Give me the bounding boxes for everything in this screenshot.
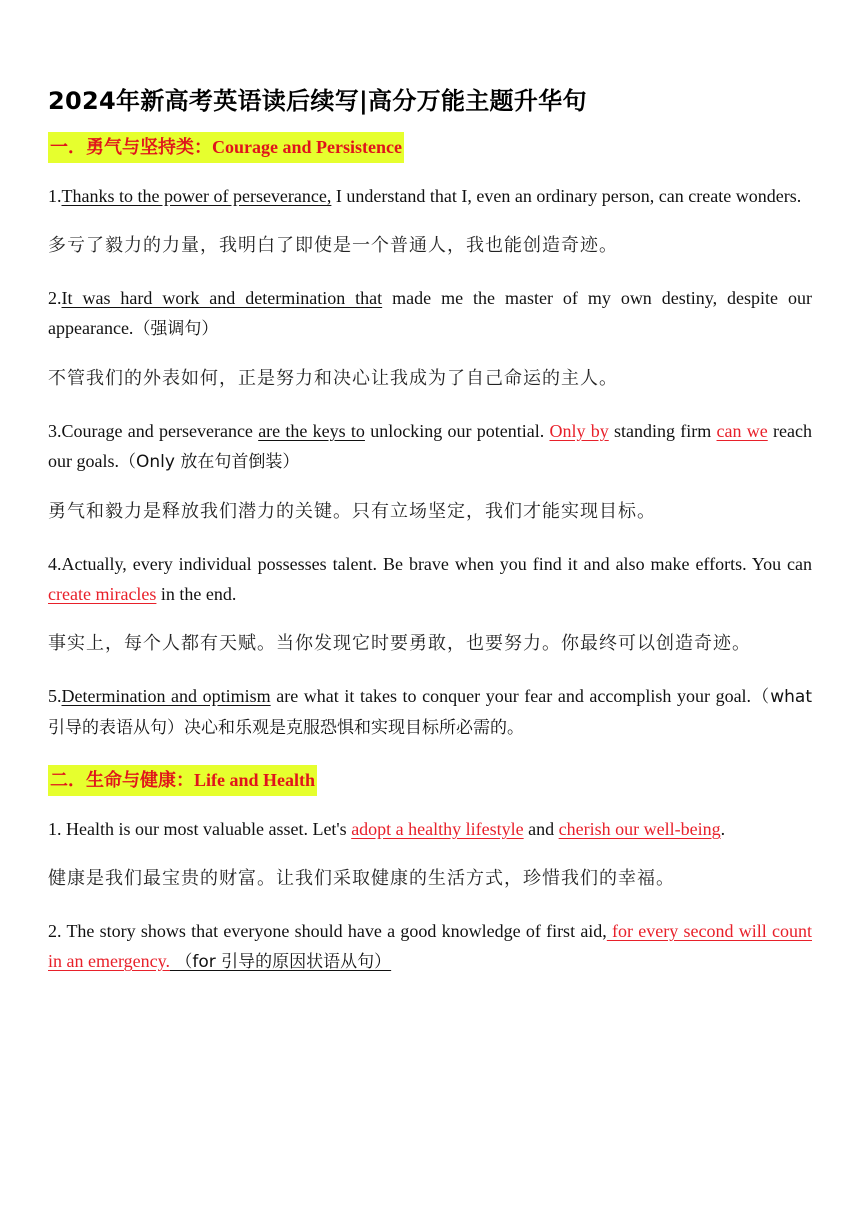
highlighted-phrase: for every second will count in an emergency. [48,921,812,971]
sentence-4-zh: 事实上，每个人都有天赋。当你发现它时要勇敢，也要努力。你最终可以创造奇迹。 [48,633,751,654]
section-heading [48,132,404,163]
grammar-note: （强调句） [133,319,219,339]
highlighted-phrase: cherish our well-being [558,819,721,839]
sentence-text: I understand that I, even an ordinary person, can create wonders. [331,186,802,206]
sentence-text: Courage and perseverance [61,421,259,441]
sentence-text: in the end. [156,584,237,604]
sentence-text: are what it takes to conquer your fear and accomplish your goal. [270,686,752,706]
highlighted-phrase: Only by [549,421,609,441]
section-courage [48,132,812,743]
sentence-1-zh: 多亏了毅力的力量，我明白了即使是一个普通人，我也能创造奇迹。 [48,235,618,256]
sentence-text: standing firm [608,421,717,441]
sentence-3-en [48,416,812,477]
sentence-2-en [48,283,812,344]
underlined-phrase: It was hard work and determination that [61,288,383,308]
underlined-phrase: Thanks to the power of perseverance, [61,186,332,206]
section-heading-cn: 二．生命与健康： [50,770,194,791]
sentence-5-en [48,681,812,743]
sentence-6-en [48,814,812,844]
sentence-3-zh: 勇气和毅力是释放我们潜力的关键。只有立场坚定，我们才能实现目标。 [48,501,656,522]
item-number: 1. [48,186,62,206]
sentence-text: made me the master of my own destiny, despite our appearance. [48,288,812,338]
sentence-text: and [523,819,559,839]
sentence-text: unlocking our potential. [364,421,550,441]
section-heading-cn: 一．勇气与坚持类： [50,137,212,158]
section-heading [48,765,317,796]
page-title: 2024年新高考英语读后续写|高分万能主题升华句 [48,87,587,115]
sentence-text: Health is our most valuable asset. Let's [66,819,352,839]
item-number: 2. [48,921,67,941]
grammar-note: （for 引导的原因状语从句） [169,952,392,972]
highlighted-phrase: adopt a healthy lifestyle [351,819,524,839]
grammar-note: （what 引导的表语从句）决心和乐观是克服恐惧和实现目标所必需的。 [48,687,813,738]
grammar-note: （Only 放在句首倒装） [119,452,300,472]
document-page [48,84,812,997]
section-heading-en: Life and Health [194,770,316,790]
sentence-1-en [48,181,812,211]
sentence-7-en [48,916,812,977]
sentence-2-zh: 不管我们的外表如何，正是努力和决心让我成为了自己命运的主人。 [48,368,618,389]
item-number: 2. [48,288,62,308]
highlighted-phrase: create miracles [48,584,157,604]
section-heading-en: Courage and Persistence [212,137,402,157]
sentence-text: . [720,819,726,839]
sentence-text: The story shows that everyone should have a good knowledge of first aid, [66,921,607,941]
highlighted-phrase: can we [716,421,768,441]
section-life-health [48,765,812,977]
item-number: 1. [48,819,66,839]
underlined-phrase: are the keys to [258,421,365,441]
item-number: 4. [48,554,62,574]
sentence-text: Actually, every individual possesses talent. Be brave when you find it and also make efforts. You can [61,554,812,574]
sentence-6-zh: 健康是我们最宝贵的财富。让我们采取健康的生活方式，珍惜我们的幸福。 [48,868,675,889]
underlined-phrase: Determination and optimism [61,686,271,706]
item-number: 5. [48,686,62,706]
item-number: 3. [48,421,62,441]
sentence-4-en [48,549,812,609]
sentence-text: reach our goals. [48,421,812,471]
